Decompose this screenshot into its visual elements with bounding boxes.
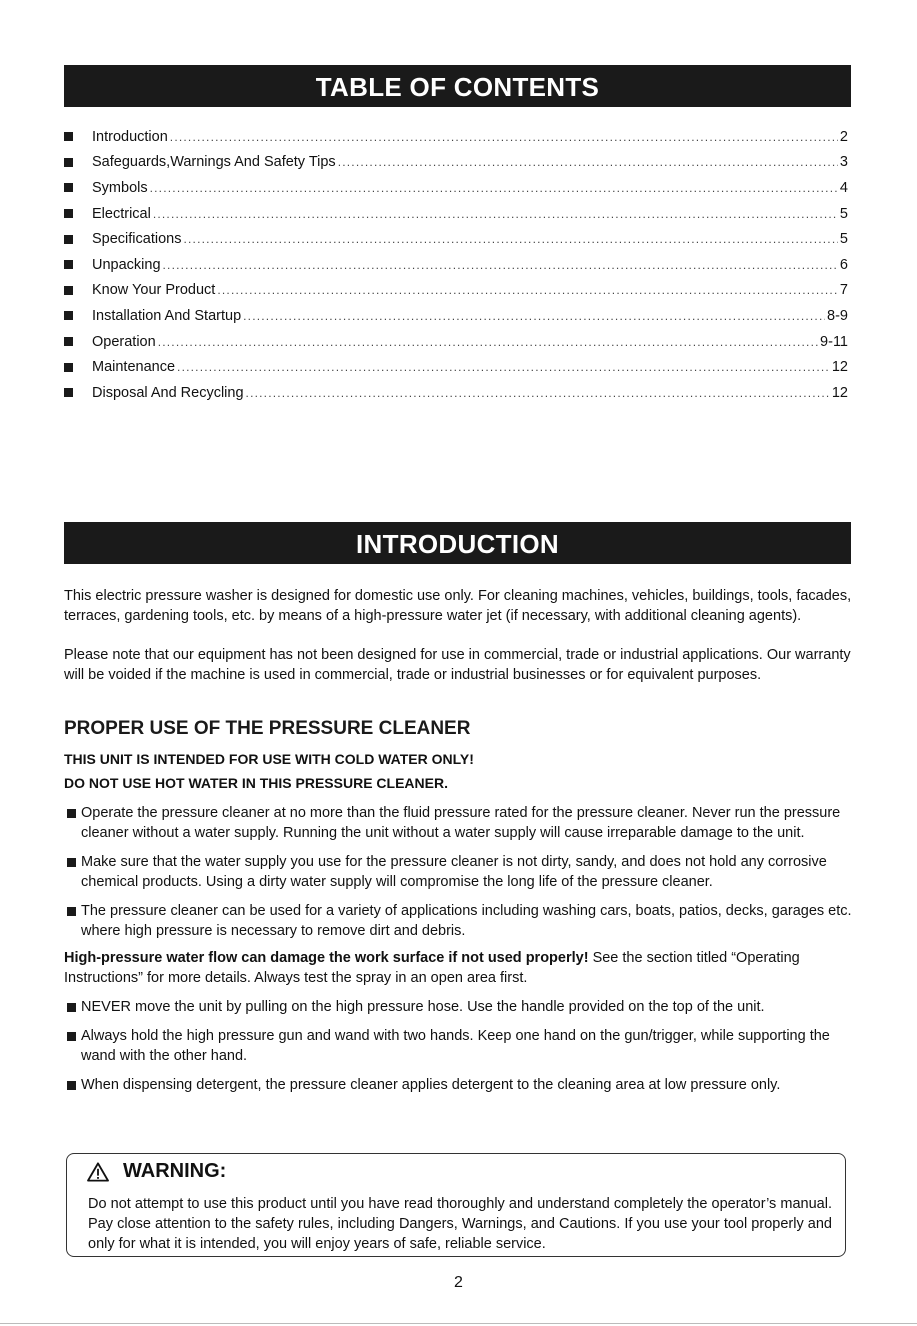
toc-entry[interactable] <box>64 303 848 329</box>
toc-leader-dots <box>338 155 838 169</box>
bullet-square-icon <box>64 183 73 192</box>
bullet-square-icon <box>64 388 73 397</box>
toc-entry-page: 4 <box>839 179 848 196</box>
proper-use-heading: PROPER USE OF THE PRESSURE CLEANER <box>64 718 471 739</box>
high-pressure-note-text: See the section titled “Operating Instructions” for more details. Always test the spray in an open area first. <box>64 950 800 986</box>
toc-leader-dots <box>158 335 818 349</box>
toc-leader-dots <box>246 386 830 400</box>
warning-text: Do not attempt to use this product until you have read thoroughly and understand completely the operator’s manual. Pay close attention to the safety rules, including Dangers, Warnings, and Cautions. If you use your tool properly and only for what it is intended, you will enjoy years of safe, reliable service. <box>88 1196 832 1252</box>
toc-heading: TABLE OF CONTENTS <box>64 65 851 107</box>
introduction-body <box>64 586 854 1104</box>
toc-entry-page: 3 <box>839 154 848 171</box>
page-number: 2 <box>454 1274 463 1291</box>
toc-entry-title: Installation And Startup <box>92 307 242 324</box>
toc-entry[interactable] <box>64 201 848 227</box>
page-bottom-rule <box>0 1323 917 1324</box>
toc-entry[interactable] <box>64 252 848 278</box>
toc-entry[interactable] <box>64 329 848 355</box>
toc-leader-dots <box>163 258 838 272</box>
toc-entry-title: Electrical <box>92 205 151 222</box>
high-pressure-warning-bold: High-pressure water flow can damage the work surface if not used properly! <box>64 950 589 966</box>
warning-triangle-icon <box>87 1162 109 1182</box>
bullet-square-icon <box>67 907 76 916</box>
toc-entry-page: 6 <box>839 256 848 273</box>
bullet-square-icon <box>67 809 76 818</box>
toc-entry-title: Symbols <box>92 179 148 196</box>
bullet-square-icon <box>64 260 73 269</box>
toc-entry[interactable] <box>64 380 848 406</box>
bullet-square-icon <box>64 132 73 141</box>
intro-paragraph: Please note that our equipment has not been designed for use in commercial, trade or industrial applications. Our warranty will be voided if the machine is used in commercial, trade or industrial businesses or for equivalent purposes. <box>64 647 851 683</box>
toc-entry-page: 12 <box>831 359 848 376</box>
introduction-heading: INTRODUCTION <box>64 522 851 564</box>
toc-entry-title: Maintenance <box>92 359 176 376</box>
warning-header <box>87 1160 226 1183</box>
toc-leader-dots <box>170 130 838 144</box>
hot-water-notice: DO NOT USE HOT WATER IN THIS PRESSURE CLEANER. <box>64 775 448 791</box>
bullet-square-icon <box>67 1003 76 1012</box>
toc-entry-title: Specifications <box>92 231 182 248</box>
list-item <box>64 901 854 941</box>
toc-entry-page: 9-11 <box>820 333 848 350</box>
toc-entry-page: 5 <box>839 231 848 248</box>
bullet-square-icon <box>67 858 76 867</box>
toc-entry[interactable] <box>64 354 848 380</box>
list-item <box>64 852 854 892</box>
toc-entry-page: 12 <box>831 384 848 401</box>
list-item <box>64 997 854 1017</box>
intro-paragraph: This electric pressure washer is designed for domestic use only. For cleaning machines, vehicles, buildings, tools, facades, terraces, gardening tools, etc. by means of a high-pressure water jet (if necessary, with additional cleaning agents). <box>64 588 852 624</box>
bullet-square-icon <box>67 1032 76 1041</box>
bullet-square-icon <box>64 286 73 295</box>
bullet-square-icon <box>64 158 73 167</box>
toc-entry-page: 8-9 <box>827 307 848 324</box>
bullet-square-icon <box>64 337 73 346</box>
warning-heading: WARNING: <box>123 1160 227 1182</box>
proper-use-list <box>64 803 854 1095</box>
toc-entry[interactable] <box>64 150 848 176</box>
toc-entry[interactable] <box>64 278 848 304</box>
list-item <box>64 1026 854 1066</box>
list-item-text: Make sure that the water supply you use for the pressure cleaner is not dirty, sandy, and does not hold any corrosive chemical products. Using a dirty water supply will compromise the long life of the pressure cleaner. <box>81 854 827 890</box>
list-item-text: NEVER move the unit by pulling on the high pressure hose. Use the handle provided on the top of the unit. <box>81 999 765 1015</box>
toc-entry-title: Safeguards,Warnings And Safety Tips <box>92 154 336 171</box>
list-item <box>64 1075 854 1095</box>
toc-list <box>64 124 848 406</box>
toc-leader-dots <box>153 207 838 221</box>
toc-entry[interactable] <box>64 226 848 252</box>
list-item-text: Operate the pressure cleaner at no more than the fluid pressure rated for the pressure cleaner. Never run the pressure cleaner without a water supply. Running the unit without a water supply will cause irreparable damage to the unit. <box>81 805 841 841</box>
cold-water-notice: THIS UNIT IS INTENDED FOR USE WITH COLD WATER ONLY! <box>64 751 474 767</box>
bullet-square-icon <box>64 209 73 218</box>
toc-entry-page: 7 <box>839 282 848 299</box>
toc-entry-title: Unpacking <box>92 256 161 273</box>
bullet-square-icon <box>67 1081 76 1090</box>
toc-entry-page: 5 <box>839 205 848 222</box>
toc-entry-title: Operation <box>92 333 156 350</box>
toc-leader-dots <box>150 181 838 195</box>
warning-box <box>66 1153 846 1257</box>
toc-leader-dots <box>177 360 830 374</box>
toc-entry-title: Know Your Product <box>92 282 216 299</box>
bullet-square-icon <box>64 235 73 244</box>
list-item <box>64 803 854 843</box>
toc-leader-dots <box>183 232 837 246</box>
bullet-square-icon <box>64 363 73 372</box>
toc-entry-page: 2 <box>839 128 848 145</box>
list-item-text: Always hold the high pressure gun and wand with two hands. Keep one hand on the gun/trigger, while supporting the wand with the other hand. <box>81 1028 830 1064</box>
toc-entry-title: Introduction <box>92 128 168 145</box>
bullet-square-icon <box>64 311 73 320</box>
list-item-text: The pressure cleaner can be used for a variety of applications including washing cars, boats, patios, decks, garages etc. where high pressure is necessary to remove dirt and debris. <box>81 903 852 939</box>
toc-entry-title: Disposal And Recycling <box>92 384 244 401</box>
toc-leader-dots <box>217 283 838 297</box>
toc-entry[interactable] <box>64 175 848 201</box>
toc-leader-dots <box>243 309 825 323</box>
toc-entry[interactable] <box>64 124 848 150</box>
high-pressure-note <box>64 948 854 988</box>
list-item-text: When dispensing detergent, the pressure cleaner applies detergent to the cleaning area at low pressure only. <box>81 1077 781 1093</box>
